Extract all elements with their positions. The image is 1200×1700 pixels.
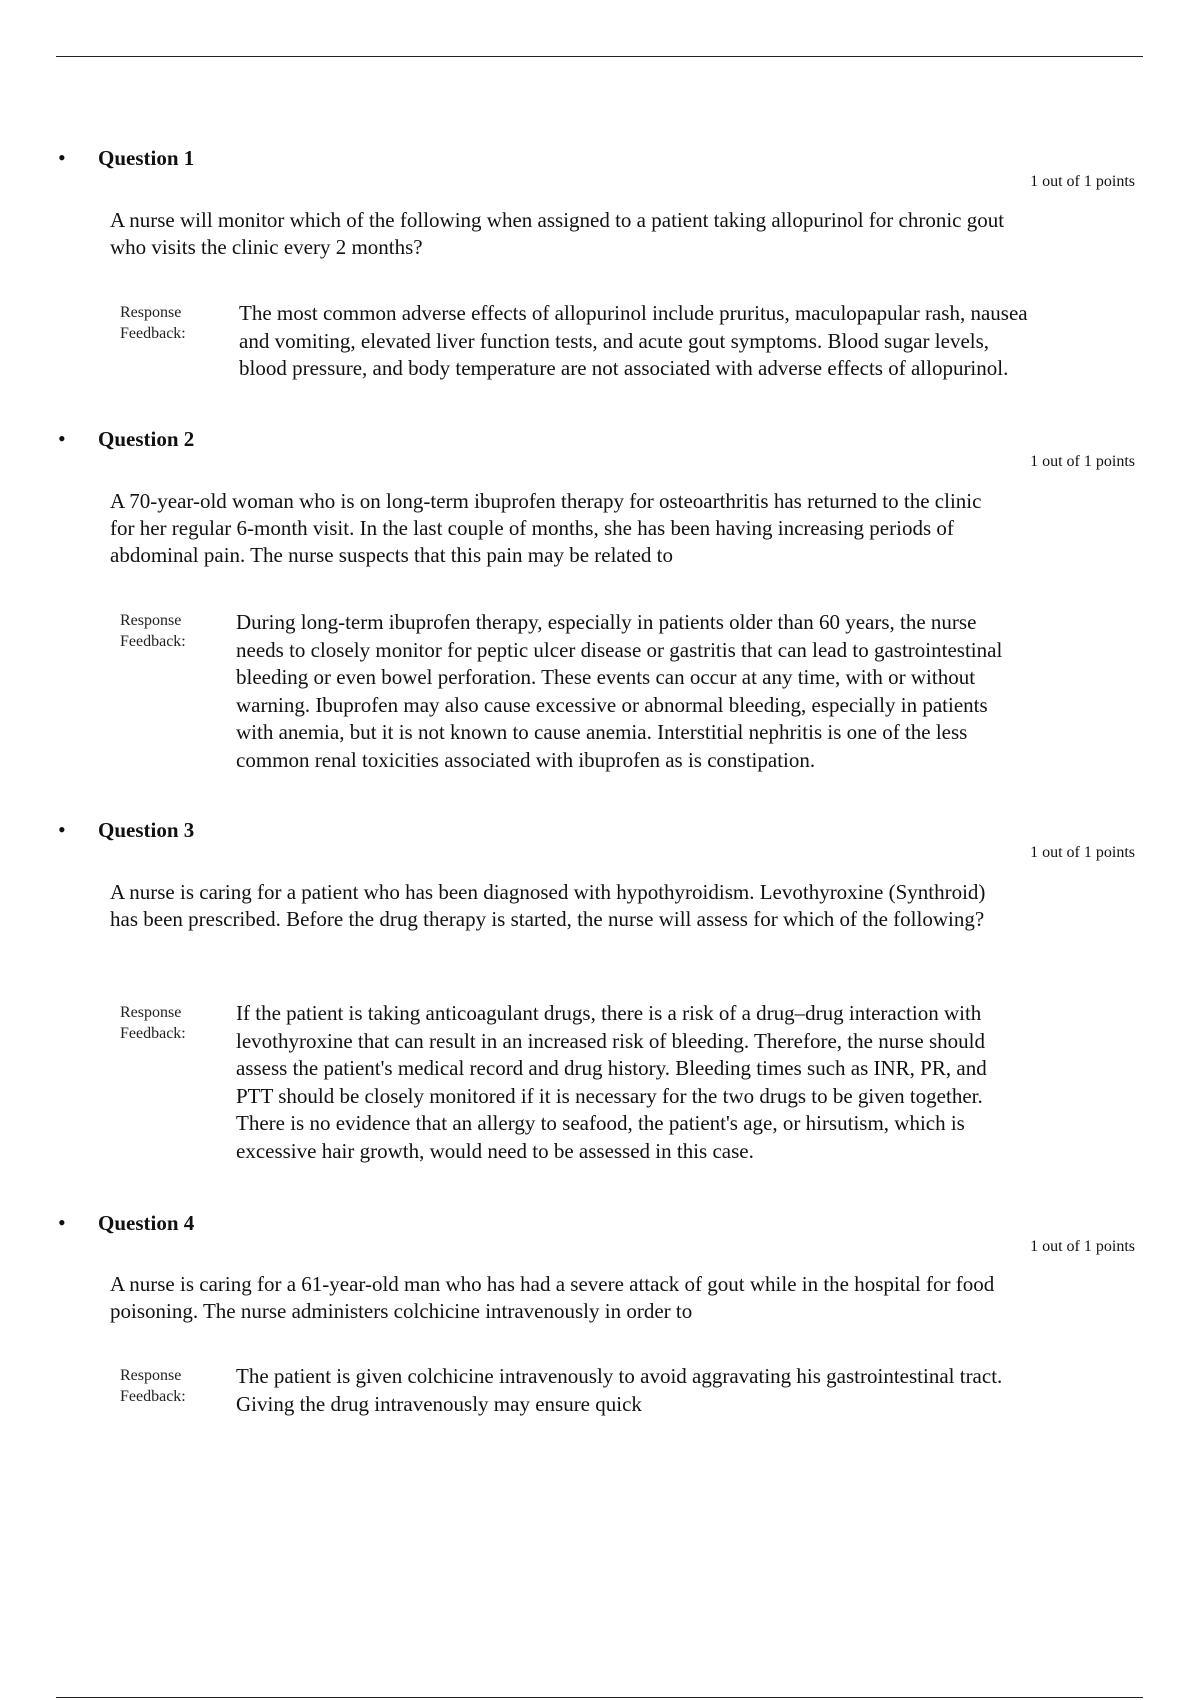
- question-title: Question 2: [98, 427, 195, 451]
- response-feedback-text: The most common adverse effects of allopurinol include pruritus, maculopapular rash, nausea and vomiting, elevated liver function tests, and acute gout symptoms. Blood sugar levels, blood pressure, and body temperature are not associated with adverse effects of allopurinol.: [239, 301, 1028, 380]
- bottom-rule: [56, 1697, 1143, 1698]
- question-title: Question 3: [98, 818, 195, 842]
- question-title: Question 1: [98, 146, 195, 170]
- response-feedback-text: During long-term ibuprofen therapy, especially in patients older than 60 years, the nurse needs to closely monitor for peptic ulcer disease or gastritis that can lead to gastrointestinal bleeding or even bowel perforation. These events can occur at any time, with or without warning. Ibuprofen may also cause excessive or abnormal bleeding, especially in patients with anemia, but it is not known to cause anemia. Interstitial nephritis is one of the less common renal toxicities associated with ibuprofen as is constipation.: [236, 610, 1003, 772]
- question-text: A nurse is caring for a 61-year-old man who has had a severe attack of gout while in the hospital for food poisoning. The nurse administers colchicine intravenously in order to: [110, 1272, 995, 1323]
- question-text: A nurse will monitor which of the following when assigned to a patient taking allopurinol for chronic gout who visits the clinic every 2 months?: [110, 208, 1005, 259]
- response-feedback-label: Response Feedback:: [120, 304, 186, 342]
- question-points: 1 out of 1 points: [1030, 453, 1135, 470]
- response-feedback-label: Response Feedback:: [120, 612, 186, 650]
- question-text: A nurse is caring for a patient who has been diagnosed with hypothyroidism. Levothyroxine (Synthroid) has been prescribed. Before the drug therapy is started, the nurse will assess for which of the following?: [110, 880, 986, 931]
- bullet-icon: •: [58, 1210, 66, 1235]
- response-feedback-text: If the patient is taking anticoagulant drugs, there is a risk of a drug–drug interaction with levothyroxine that can result in an increased risk of bleeding. Therefore, the nurse should assess the patient's medical record and drug history. Bleeding times such as INR, PR, and PTT should be closely monitored if it is necessary for the two drugs to be given together. There is no evidence that an allergy to seafood, the patient's age, or hirsutism, which is excessive hair growth, would need to be assessed in this case.: [236, 1001, 987, 1163]
- question-points: 1 out of 1 points: [1030, 173, 1135, 190]
- question-points: 1 out of 1 points: [1030, 844, 1135, 861]
- bullet-icon: •: [58, 426, 66, 451]
- response-feedback-label: Response Feedback:: [120, 1367, 186, 1405]
- response-feedback-label: Response Feedback:: [120, 1004, 186, 1042]
- bullet-icon: •: [58, 145, 66, 170]
- question-points: 1 out of 1 points: [1030, 1238, 1135, 1255]
- question-title: Question 4: [98, 1211, 195, 1235]
- bullet-icon: •: [58, 817, 66, 842]
- response-feedback-text: The patient is given colchicine intravenously to avoid aggravating his gastrointestinal tract. Giving the drug intravenously may ensure quick: [236, 1364, 1003, 1416]
- question-text: A 70-year-old woman who is on long-term ibuprofen therapy for osteoarthritis has returned to the clinic for her regular 6-month visit. In the last couple of months, she has been having increasing periods of abdominal pain. The nurse suspects that this pain may be related to: [110, 489, 982, 567]
- top-rule: [56, 56, 1143, 57]
